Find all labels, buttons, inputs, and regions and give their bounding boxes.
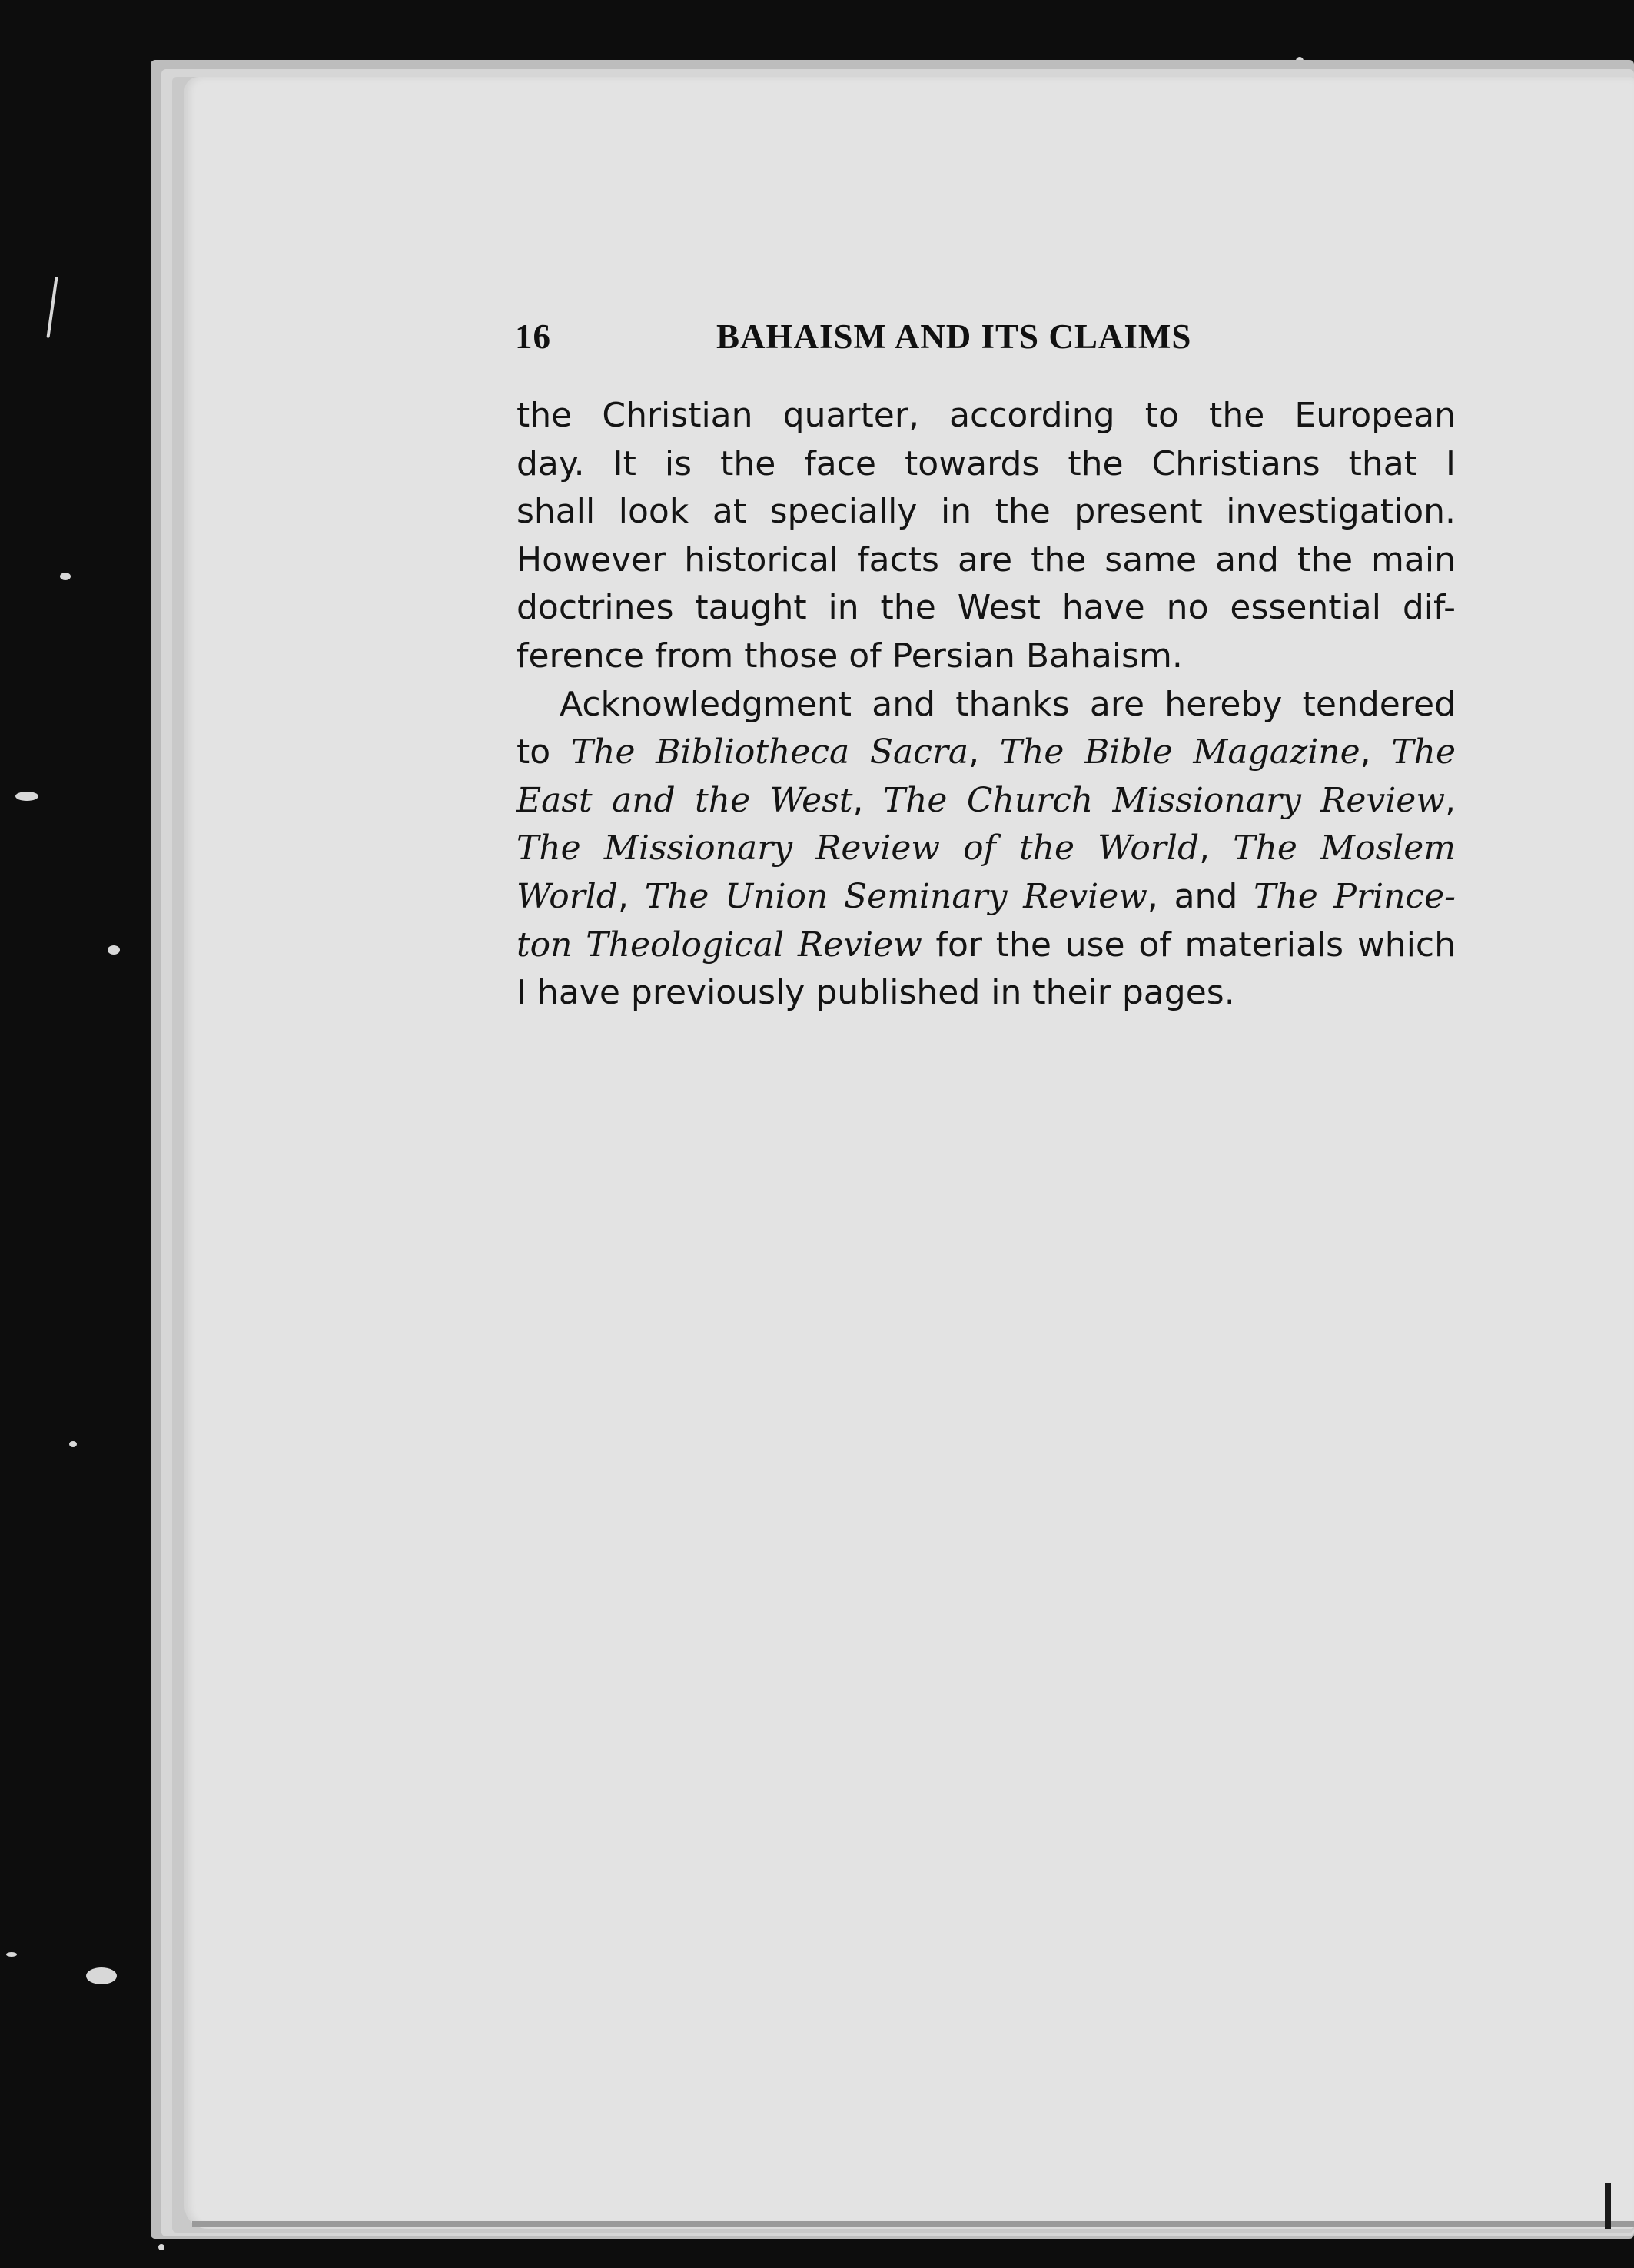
- text-line: I have previously published in their pages.: [516, 973, 1235, 1013]
- scan-speck: [46, 277, 58, 338]
- journal-title: The Church Missionary Review: [882, 780, 1445, 820]
- text-run: to: [516, 732, 571, 772]
- text-run: ,: [1199, 829, 1234, 868]
- text-line: [516, 729, 1456, 777]
- text-run: ,: [1360, 732, 1392, 772]
- scan-speck: [108, 945, 120, 955]
- paragraph: [516, 392, 1456, 681]
- journal-title: World: [516, 876, 618, 916]
- page-mark: [1605, 2183, 1611, 2229]
- journal-title: The Prince-: [1254, 876, 1456, 916]
- text-run: ,: [618, 876, 645, 916]
- body-text: [516, 392, 1456, 1018]
- journal-title: The Moslem: [1233, 829, 1456, 868]
- journal-title: The Bibliotheca Sacra: [570, 732, 969, 772]
- scan-speck: [6, 1952, 17, 1957]
- text-run: ,: [1445, 780, 1456, 820]
- journal-title: ton Theological Review: [516, 925, 922, 965]
- text-run: ,: [852, 780, 883, 820]
- text-run: , and: [1147, 876, 1254, 916]
- text-line: [516, 777, 1456, 825]
- text-run: ,: [968, 732, 1000, 772]
- scan-speck: [86, 1967, 117, 1984]
- text-line: shall look at specially in the present investigation.: [516, 492, 1456, 532]
- journal-title: The Bible Magazine: [999, 732, 1360, 772]
- running-title: BAHAISM AND ITS CLAIMS: [716, 317, 1192, 356]
- journal-title: East and the West: [516, 780, 853, 820]
- text-line: However historical facts are the same and the main: [516, 540, 1456, 579]
- text-line: ference from those of Persian Bahaism.: [516, 636, 1183, 676]
- text-line: the Christian quarter, according to the European: [516, 396, 1456, 435]
- text-line: doctrines taught in the West have no essential dif-: [516, 588, 1456, 628]
- running-head: [515, 317, 1284, 363]
- journal-title: The Missionary Review of the World: [516, 829, 1200, 868]
- scan-speck: [158, 2244, 164, 2250]
- text-line: [516, 873, 1456, 921]
- text-line: [516, 921, 1456, 970]
- page-number: 16: [515, 317, 551, 356]
- text-run: for the use of materials which: [922, 925, 1456, 965]
- journal-title: The Union Seminary Review: [644, 876, 1147, 916]
- paragraph: [516, 681, 1456, 1018]
- text-run: Acknowledgment and thanks are hereby tendered: [560, 684, 1456, 724]
- journal-title: The: [1391, 732, 1456, 772]
- scan-speck: [15, 792, 38, 801]
- text-line: day. It is the face towards the Christians that I: [516, 443, 1456, 483]
- scan-speck: [60, 573, 71, 580]
- page-bottom-edge: [192, 2221, 1634, 2227]
- scan-speck: [69, 1441, 77, 1447]
- text-line: [516, 681, 1456, 729]
- text-line: [516, 825, 1456, 873]
